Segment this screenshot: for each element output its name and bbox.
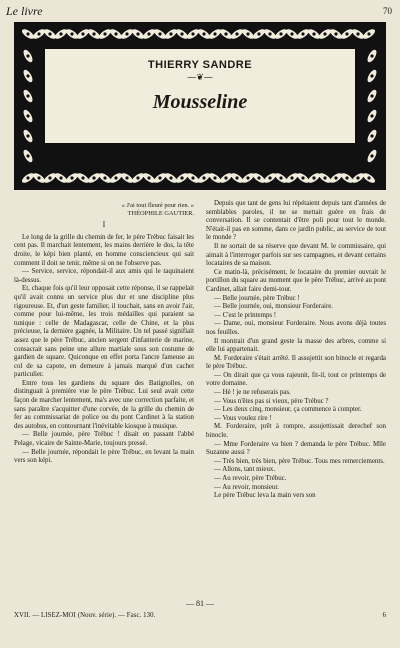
paragraph: — Au revoir, père Trébuc. xyxy=(214,475,287,482)
left-column xyxy=(14,200,194,466)
paragraph: Le père Trébuc leva la main vers son xyxy=(214,492,316,500)
author-name: THIERRY SANDRE xyxy=(147,59,253,71)
header-series: Le livre xyxy=(6,4,43,18)
paragraph: Il ne sortait de sa réserve que devant M. le commissaire, qui aimait à l'interroger parfois sur ses campagnes, et devant certains locataires de sa maison. xyxy=(206,242,386,268)
paragraph: — Mme Forderaire va bien ? demanda le père Trébuc. Mlle Suzanne aussi ? xyxy=(206,440,386,457)
paragraph: — Service, service, répondait-il aux amis qui le taquinaient là-dessus. xyxy=(14,268,194,284)
paragraph: — Hé ! je ne refuserais pas. xyxy=(214,389,291,397)
paragraph: — Belle journée, père Trébuc ! disait en passant l'abbé Pelage, vicaire de Sainte-Marie, toujours pressé. xyxy=(14,431,194,448)
paragraph: — Dame, oui, monsieur Forderaire. Nous avons déjà toutes nos feuilles. xyxy=(206,320,386,336)
story-title: Mousseline xyxy=(152,91,248,113)
epigraph-quote: « J'ai tout fleuré pour rien. » xyxy=(121,202,194,209)
paragraph: — Au revoir, monsieur. xyxy=(214,483,279,491)
paragraph: Il montrait d'un grand geste la masse des arbres, comme si elle lui appartenait. xyxy=(206,337,386,354)
left-column-text xyxy=(14,234,194,466)
paragraph: — C'est le printemps ! xyxy=(214,311,277,319)
paragraph: Entre tous les gardiens du square des Batignolles, on distinguait à première vue le père Trébuc. Lui seul avait cette façon de marcher lentement, ma's avec une correction parfaite, et sans paraître s'acquitter d'une corvée, de la grille du chemin de fer au commissariat de police ou du pont Cardinet à la station des autobus, en contournant l'inévitable kiosque à musique. xyxy=(14,379,194,430)
paragraph: — Allons, tant mieux. xyxy=(214,466,276,474)
paragraph: — Très bien, très bien, père Trébuc. Tous mes remerciements. xyxy=(214,457,385,465)
paragraph: Le long de la grille du chemin de fer, le père Trébuc faisait les cent pas. Il marchait lentement, les mains derrière le dos, la tête droite, le képi bien planté, en homme consciencieux qui sait comment il doit se tenir, même si on ne l'observe pas. xyxy=(14,233,194,267)
paragraph: — Vous n'êtes pas si vieux, père Trébuc ? xyxy=(214,397,329,405)
epigraph-author: THÉOPHILE GAUTIER. xyxy=(127,209,194,217)
footer-publication: XVII. — LISEZ-MOI (Nouv. série). — Fasc. 130. xyxy=(14,612,156,619)
footer-signature: 6 xyxy=(382,612,386,619)
header-number: 70 xyxy=(383,6,392,16)
paragraph: Ce matin-là, précisément, le locataire du premier ouvrait le portillon du square au moment que le père Trébuc, arrivé au pont Cardinet, allait faire demi-tour. xyxy=(206,268,386,293)
epigraph xyxy=(44,202,194,217)
paragraph: — Vous voulez rire ! xyxy=(214,414,272,422)
page-number: — 81 — xyxy=(186,599,214,608)
paragraph: — Belle journée, répondait le père Trébuc, en levant la main vers son képi. xyxy=(14,448,194,465)
paragraph: — Belle journée, oui, monsieur Forderaire. xyxy=(214,303,334,311)
paragraph: — Belle journée, père Trébuc ! xyxy=(214,294,300,302)
paragraph: M. Forderaire s'était arrêté. Il assujettit son binocle et regarda le père Trébuc. xyxy=(206,354,386,371)
paragraph: — On dirait que ça vous rajeunit, fit-il, tout ce printemps de votre domaine. xyxy=(206,371,386,388)
paragraph: — Les deux cinq, monsieur, ça commence à compter. xyxy=(214,406,362,414)
paragraph: Et, chaque fois qu'il leur opposait cette réponse, il se rappelait qu'il avait connu un service plus dur et une discipline plus rigoureuse. Et, d'un geste familier, il touchait, sans en avoir l'air, comme pour lui-même, les trois médailles qui paraient sa tunique : celle de Madagascar, celle de Chine, et la plus précieuse, la dernière gagnée, la Militaire. Un tel passé signifiait assez que le père Trébuc, ancien sergent d'infanterie de marine, consacrait sans peine une allure martiale sous son costume de gardien de square. Quiconque en effet porta l'ancre fameuse au col de sa capote, en demeure à jamais marqué d'un cachet particulier. xyxy=(14,285,194,379)
right-column-text xyxy=(206,200,386,501)
right-column xyxy=(206,200,386,501)
flourish-icon: —❦— xyxy=(187,73,213,83)
footer xyxy=(14,612,386,619)
title-panel xyxy=(44,48,356,144)
paragraph: Depuis que tant de gens lui répétaient depuis tant d'années de semblables paroles, il ne se mettait guère en frais de conversation. Il se contentait d'être poli pour tout le monde. N'était-il pas en somme, dans ce jardin public, au service de tout le monde ? xyxy=(206,200,386,242)
paragraph: M. Forderaire, prêt à rompre, assujettissait derechef son binocle. xyxy=(206,423,386,440)
chapter-number: I xyxy=(102,220,106,230)
